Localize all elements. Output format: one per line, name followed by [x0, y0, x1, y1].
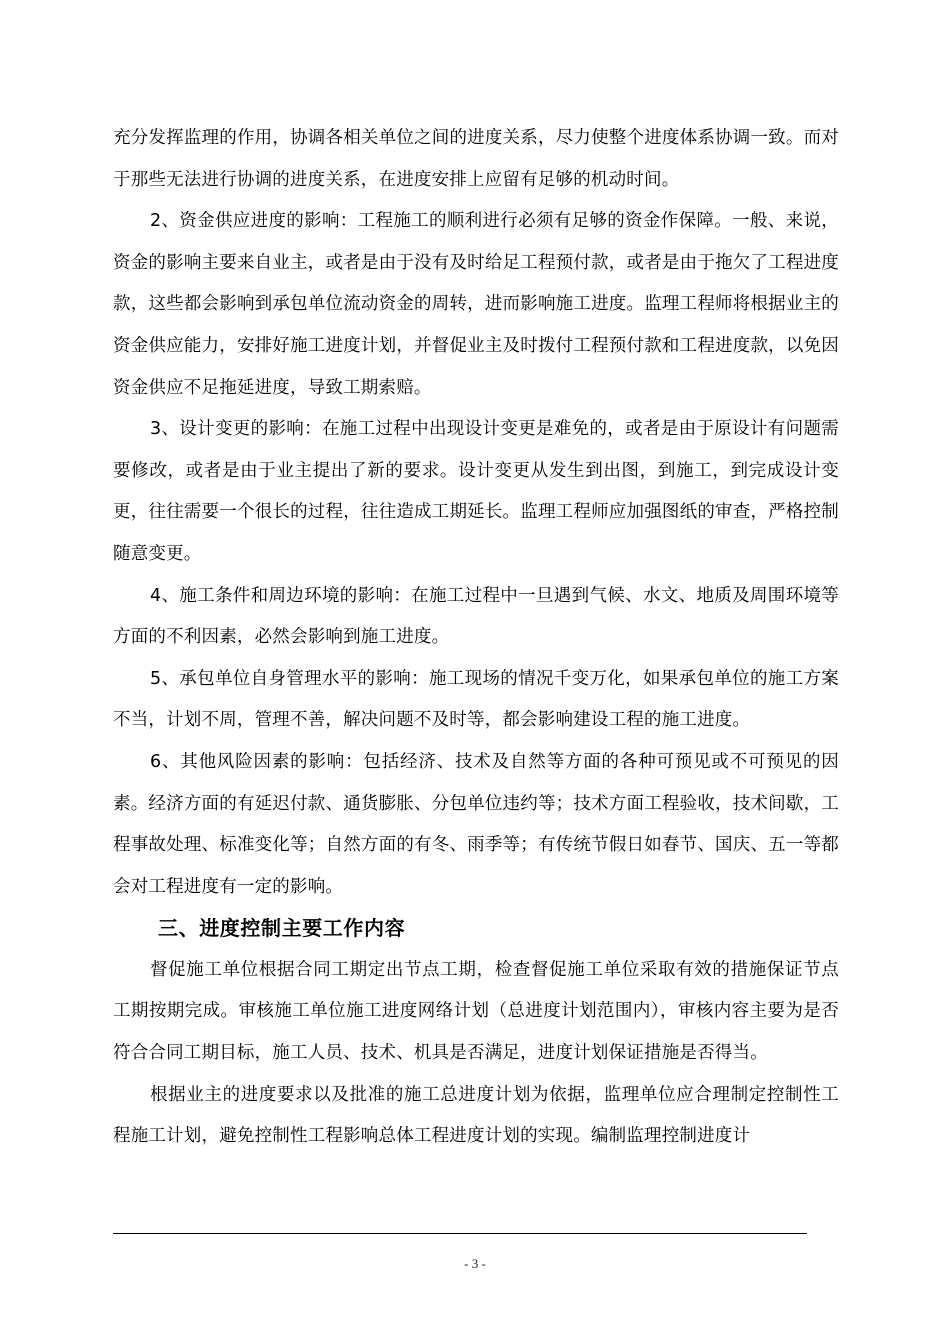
- paragraph-design-change-impact: 3、设计变更的影响：在施工过程中出现设计变更是难免的，或者是由于原设计有问题需要修改，或者是由于业主提出了新的要求。设计变更从发生到出图，到施工，到完成设计变更，往往需要一个很长的过程，往往造成工期延长。监理工程师应加强图纸的审查，严格控制随意变更。: [113, 419, 839, 564]
- paragraph-continuation: 充分发挥监理的作用，协调各相关单位之间的进度关系，尽力使整个进度体系协调一致。而对于那些无法进行协调的进度关系，在进度安排上应留有足够的机动时间。: [113, 128, 839, 190]
- page-number: - 3 -: [464, 1256, 486, 1271]
- paragraph-funding-impact: 2、资金供应进度的影响：工程施工的顺利进行必须有足够的资金作保障。一般、来说，资金的影响主要来自业主，或者是由于没有及时给足工程预付款，或者是由于拖欠了工程进度款，这些都会影响到承包单位流动资金的周转，进而影响施工进度。监理工程师将根据业主的资金供应能力，安排好施工进度计划，并督促业主及时拨付工程预付款和工程进度款，以免因资金供应不足拖延进度，导致工期索赔。: [113, 211, 839, 398]
- document-body: [113, 118, 839, 1158]
- paragraph-control-plan: 根据业主的进度要求以及批准的施工总进度计划为依据，监理单位应合理制定控制性工程施工计划，避免控制性工程影响总体工程进度计划的实现。编制监理控制进度计: [113, 1084, 839, 1147]
- paragraph-contractor-management-impact: 5、承包单位自身管理水平的影响：施工现场的情况千变万化，如果承包单位的施工方案不当，计划不周，管理不善，解决问题不及时等，都会影响建设工程的施工进度。: [113, 668, 839, 731]
- section-heading: 三、进度控制主要工作内容: [158, 916, 406, 941]
- footer-divider: [113, 1233, 807, 1234]
- paragraph-site-conditions-impact: 4、施工条件和周边环境的影响：在施工过程中一旦遇到气候、水文、地质及周围环境等方面的不利因素，必然会影响到施工进度。: [113, 585, 839, 648]
- paragraph-other-risk-impact: 6、其他风险因素的影响：包括经济、技术及自然等方面的各种可预见或不可预见的因素。经济方面的有延迟付款、通货膨胀、分包单位违约等；技术方面工程验收，技术间歇，工程事故处理、标准变化等；自然方面的有冬、雨季等；有传统节假日如春节、国庆、五一等都会对工程进度有一定的影响。: [113, 751, 839, 897]
- paragraph-milestone-supervision: 督促施工单位根据合同工期定出节点工期，检查督促施工单位采取有效的措施保证节点工期按期完成。审核施工单位施工进度网络计划（总进度计划范围内），审核内容主要为是否符合合同工期目标，施工人员、技术、机具是否满足，进度计划保证措施是否得当。: [113, 959, 839, 1064]
